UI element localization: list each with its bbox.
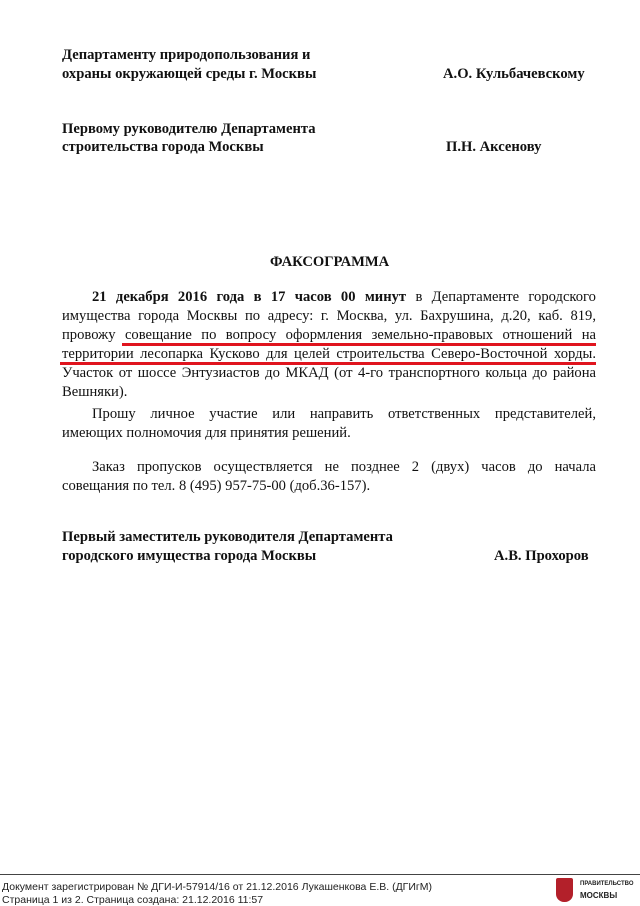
body-line: [62, 326, 596, 344]
addressee-2-name: П.Н. Аксенову: [446, 139, 542, 155]
signature-line2: городского имущества города Москвы: [62, 548, 317, 564]
moscow-coat-of-arms-icon: [556, 878, 573, 902]
addressee-1-line1: Департаменту природопользования и: [62, 47, 311, 63]
document-title: ФАКСОГРАММА: [270, 254, 390, 270]
body-line: совещания по тел. 8 (495) 957-75-00 (доб.36-157).: [62, 478, 371, 494]
body-line: [92, 288, 596, 306]
body-line: Участок от шоссе Энтузиастов до МКАД (от 4-го транспортного кольца до района: [62, 365, 596, 381]
body-line: Прошу личное участие или направить ответственных представителей,: [92, 406, 596, 422]
red-underline: [122, 343, 596, 346]
meeting-datetime: 21 декабря 2016 года в 17 часов 00 минут: [92, 289, 407, 305]
body-text: провожу: [62, 327, 116, 343]
footer-divider: [0, 874, 640, 875]
body-text: в Департаменте городского: [415, 289, 596, 305]
logo-text-bottom: МОСКВЫ: [580, 891, 618, 900]
body-line: Заказ пропусков осуществляется не позднее 2 (двух) часов до начала: [92, 459, 596, 475]
addressee-2-line2: строительства города Москвы: [62, 139, 264, 155]
footer-registration: Документ зарегистрирован № ДГИ-И-57914/16 от 21.12.2016 Лукашенкова Е.В. (ДГИгМ): [2, 881, 432, 893]
signature-line1: Первый заместитель руководителя Департамента: [62, 529, 393, 545]
body-line: Вешняки).: [62, 384, 128, 400]
addressee-2-line1: Первому руководителю Департамента: [62, 121, 316, 137]
footer-page-info: Страница 1 из 2. Страница создана: 21.12.2016 11:57: [2, 894, 264, 906]
highlighted-line: территории лесопарка Кусково для целей строительства Северо-Восточной хорды.: [62, 346, 596, 362]
body-line: имущества города Москвы по адресу: г. Москва, ул. Бахрушина, д.20, каб. 819,: [62, 308, 596, 324]
logo-text-top: ПРАВИТЕЛЬСТВО: [580, 881, 634, 887]
signature-name: А.В. Прохоров: [494, 548, 589, 564]
addressee-1-name: А.О. Кульбачевскому: [443, 66, 585, 82]
addressee-1-line2: охраны окружающей среды г. Москвы: [62, 66, 317, 82]
body-line: имеющих полномочия для принятия решений.: [62, 425, 351, 441]
highlighted-text: совещание по вопросу оформления земельно-правовых отношений на: [124, 327, 596, 343]
